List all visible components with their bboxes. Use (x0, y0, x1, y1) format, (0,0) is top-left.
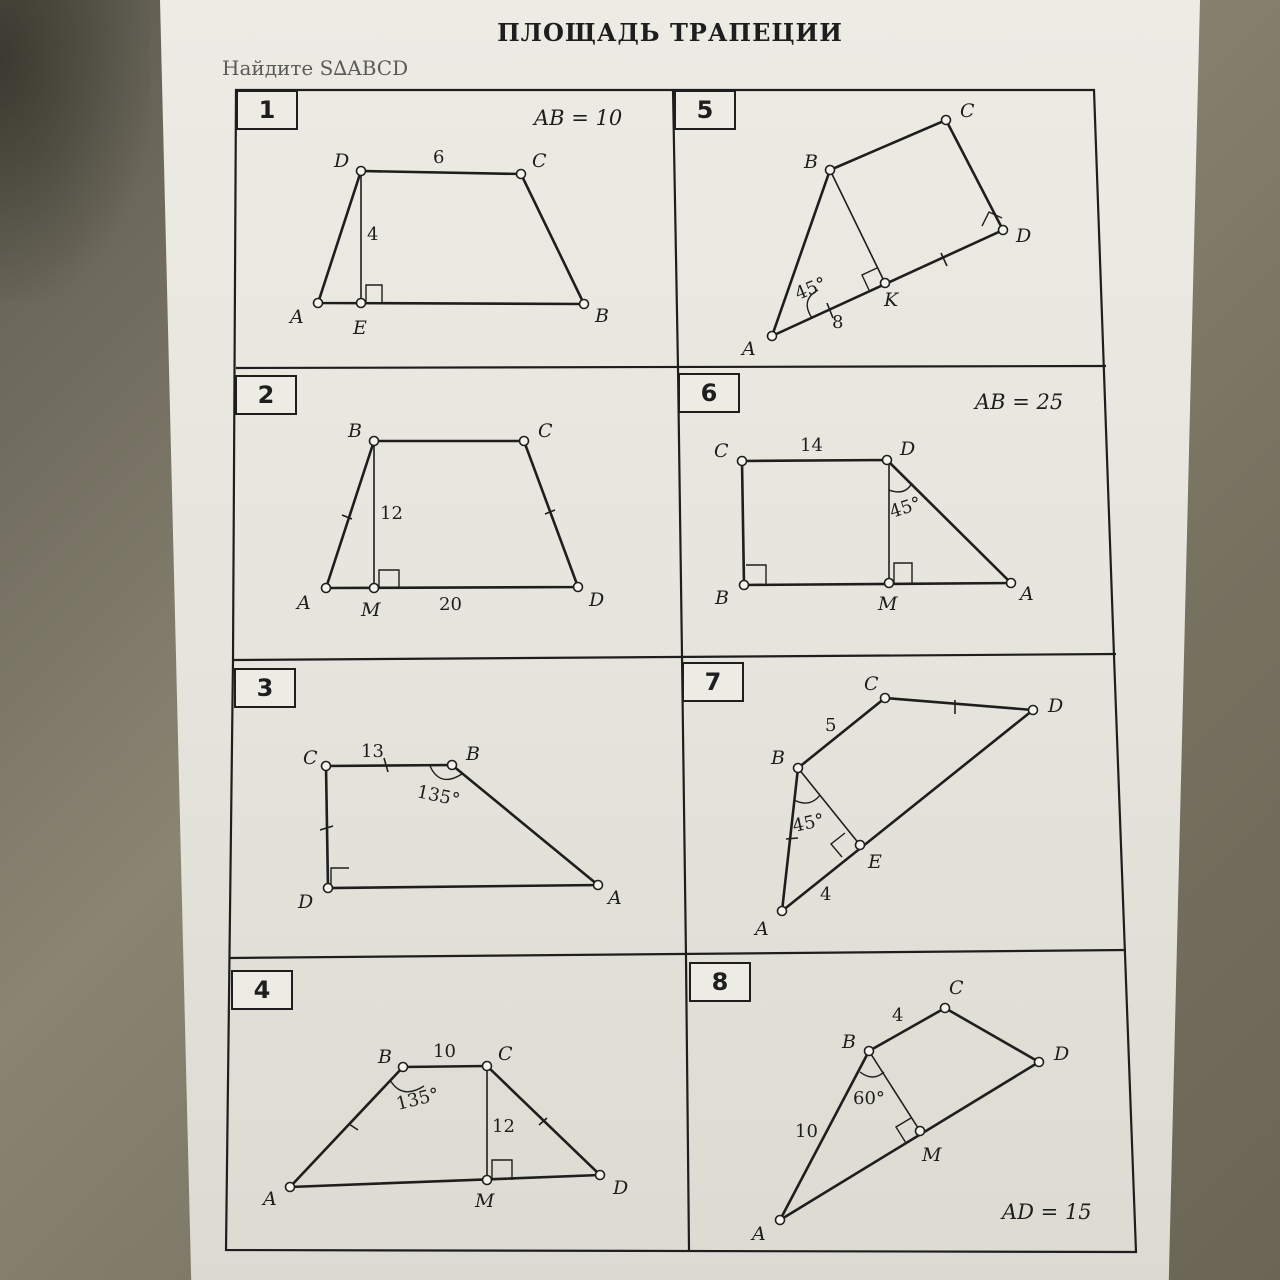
label-m: M (475, 1190, 495, 1212)
value-angle: 135° (394, 1083, 442, 1115)
label-c: C (538, 420, 553, 442)
label-e: E (353, 317, 367, 339)
value-bc: 4 (892, 1005, 904, 1026)
label-b: B (842, 1031, 856, 1053)
label-d: D (334, 150, 350, 172)
label-d: D (613, 1177, 629, 1199)
worksheet-instruction: Найдите S∆ABCD (222, 56, 409, 80)
label-d: D (900, 438, 916, 460)
point-a (776, 1216, 785, 1225)
label-b: B (715, 587, 729, 609)
label-m: M (361, 599, 381, 621)
label-d: D (1016, 225, 1032, 247)
value-ae: 4 (820, 884, 832, 905)
label-a: A (297, 592, 311, 614)
value-ab: 10 (795, 1121, 818, 1142)
value-cm: 12 (492, 1116, 515, 1137)
label-b: B (771, 747, 785, 769)
label-b: B (348, 420, 362, 442)
value-angle: 60° (853, 1088, 885, 1109)
problem-number-7: 7 (682, 662, 744, 702)
point-c (941, 1004, 950, 1013)
value-dc: 6 (433, 147, 445, 168)
label-c: C (303, 747, 318, 769)
value-de: 4 (367, 224, 379, 245)
label-a: A (755, 918, 769, 940)
value-angle: 135° (414, 781, 462, 811)
value-angle: 45° (792, 273, 830, 305)
label-k: K (884, 289, 899, 311)
label-b: B (595, 305, 609, 327)
label-a: A (608, 887, 622, 909)
label-b: B (466, 743, 480, 765)
label-c: C (864, 673, 879, 695)
label-d: D (1054, 1043, 1070, 1065)
problem-number-4: 4 (231, 970, 293, 1010)
value-angle: 45° (887, 492, 924, 523)
value-bc: 5 (825, 715, 837, 736)
value-ak: 8 (832, 312, 844, 333)
value-angle: 45° (790, 809, 827, 837)
label-d: D (1048, 695, 1064, 717)
worksheet-title: ПЛОЩАДЬ ТРАПЕЦИИ (497, 18, 843, 47)
label-c: C (949, 977, 964, 999)
problem-number-3: 3 (234, 668, 296, 708)
label-b: B (804, 151, 818, 173)
point-m (916, 1127, 925, 1136)
point-d (1035, 1058, 1044, 1067)
problem-number-5: 5 (674, 90, 736, 130)
label-a: A (752, 1223, 766, 1245)
label-c: C (498, 1043, 513, 1065)
label-c: C (960, 100, 975, 122)
label-m: M (878, 593, 898, 615)
label-a: A (1020, 583, 1034, 605)
value-cd: 14 (800, 435, 823, 456)
label-m: M (922, 1144, 942, 1166)
value-md: 20 (439, 594, 462, 615)
problem-number-6: 6 (678, 373, 740, 413)
label-a: A (263, 1188, 277, 1210)
label-d: D (298, 891, 314, 913)
label-b: B (378, 1046, 392, 1068)
label-a: A (742, 338, 756, 360)
problem-number-8: 8 (689, 962, 751, 1002)
label-d: D (589, 589, 605, 611)
given-ab-1: AB = 10 (534, 106, 623, 130)
given-ad-8: AD = 15 (1002, 1200, 1092, 1224)
given-ab-6: AB = 25 (975, 390, 1064, 414)
value-bc: 10 (433, 1041, 456, 1062)
problem-number-1: 1 (236, 90, 298, 130)
value-cb: 13 (361, 741, 384, 762)
value-bm: 12 (380, 503, 403, 524)
label-a: A (290, 306, 304, 328)
label-c: C (714, 440, 729, 462)
label-c: C (532, 150, 547, 172)
label-e: E (868, 851, 882, 873)
problem-number-2: 2 (235, 375, 297, 415)
point-b (865, 1047, 874, 1056)
